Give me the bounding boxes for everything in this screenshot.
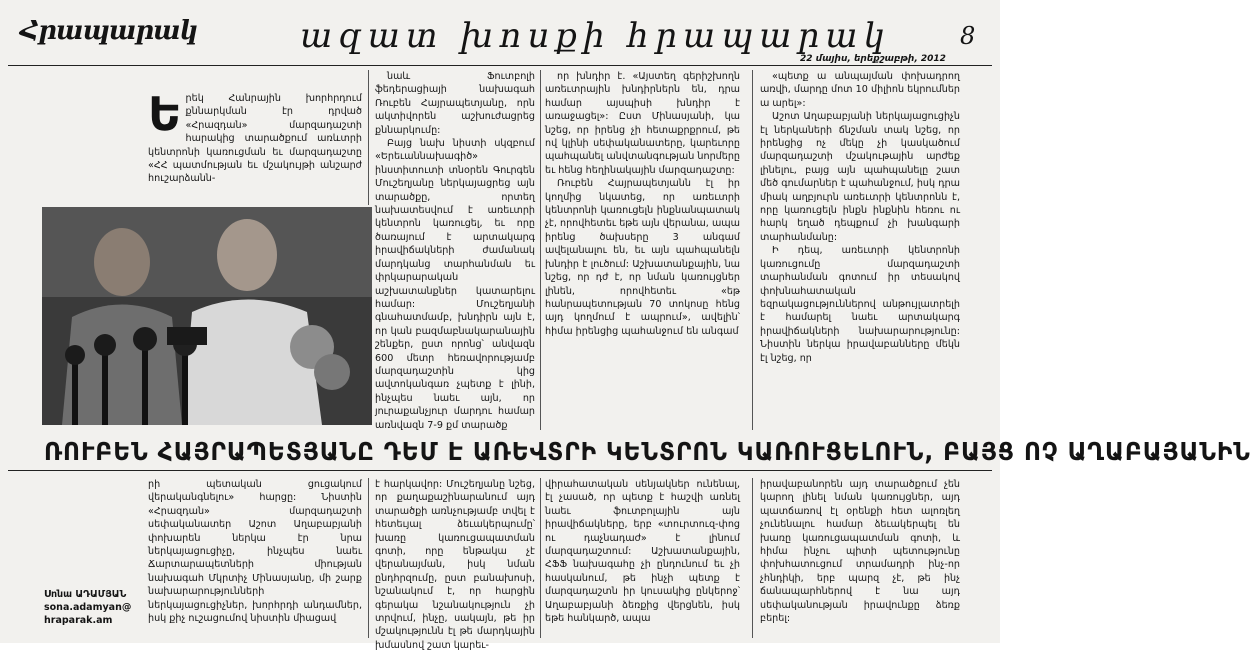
drop-cap: Ե bbox=[148, 87, 182, 141]
column-4-top bbox=[760, 70, 960, 430]
column-divider bbox=[752, 70, 753, 430]
column-1-top bbox=[148, 87, 362, 204]
issue-date: 22 մայիս, երեքշաբթի, 2012 bbox=[800, 54, 946, 64]
paragraph: Ի դեպ, առեւտրի կենտրոնի կառուցումը մարզադաշտի տարհանման գոտում իր տեսակով փոխնահատական եզրակացություններով անթույլատրելի է համարել նաեւ արտակարգ իրավիճակների նախարարությունը: Նիստին ներկա իրավաբանները մեկն էլ նշեց, որ bbox=[760, 245, 960, 364]
paragraph: Աշոտ Աղաբաբյանի ներկայացուցիչն էլ ներկաների ճնշման տակ նշեց, որ իրենցից ոչ մեկը չի կասկածում մարզադաշտի մշակութային արժեք լինելու, բայց այն պահպանելը շատ մեծ գումարներ է պահանջում, իսկ դրա միակ աղբյուրն առեւտրի կենտրոնն է, որը կառուցելն ինքն ինքնին հեռու ու հարկ եղած դեպքում չի խանգարի տարհանմանը: bbox=[760, 111, 960, 243]
article-text: վիրահատական սենյակներ ունենալ, էլ չասած, որ պետք է հաշվի առնել նաեւ ֆուտբոլային այն իրավիճակները, երբ «տուրտուզ-փոց ու դաչնադաժ» է լինում մարզադաշտում: Աշխատանքային, ՀՖՖ նախագահը չի ընդունում եւ չի հասկանում, թե ինչի պետք է մարզադաշտն իր կուսակից ընկերոջ՝ Աղաբաբյանի ձեռքից վերցնեն, իսկ եթե հանկարծ, ապա bbox=[545, 479, 740, 625]
column-2-top bbox=[375, 70, 535, 430]
column-1-bottom bbox=[148, 478, 362, 640]
article-text: է հարկավոր: Մուշեղյանը նշեց, որ քաղաքաշինարանում այդ տարածքի առնչությամբ տվել է հետեւյալ ձեւակերպումը՝ խառը կառուցապատման գոտի, որը ենթակա չէ վերանայման, իսկ նման ընդհրզումը, ըստ բանախոսի, նշանակում է, որ հարցին գերակա նշանակություն չի տրվում, ինչը, սակայն, թե իր մշակությունն էլ թե մարդկային խմասնով շատ կարեւ- bbox=[375, 479, 535, 651]
paragraph: նաև Ֆուտբոլի ֆեդերացիայի նախագահ Ռուբեն Հայրապետյանը, որն ակտիվորեն աշխուժացրեց քննարկումը: bbox=[375, 71, 535, 136]
article-photo bbox=[42, 207, 372, 425]
column-divider bbox=[540, 70, 541, 430]
masthead-rule bbox=[8, 65, 992, 66]
paragraph: Բայց նախ նիստի սկզբում «Երեւաննախագիծ» ինստիտուտի տնօրեն Գուրգեն Մուշեղյանը ներկայացրեց այն տարածքը, որտեղ նախատեսվում է առեւտրի կենտրոն կառուցել, եւ որը ծառայում է արտակարգ իրավիճակների ժամանակ մարդկանց տարհանման եւ փրկարարական աշխատանքներ կատարելու համար: Մուշեղյանի գնահատմամբ, խնդիրն այն է, որ կան բազմաբնակարանային շենքեր, ըստ որոնց՝ անվազն 600 մետր հեռավորությամբ մարզադաշտին կից ավտոկանգառ չպետք է լինի, ինչպես նաեւ այն, որ յուրաքանչյուր մարդու համար առնվազն 7-9 քմ տարածք bbox=[375, 138, 535, 431]
article-headline: ՌՈՒԲԵՆ ՀԱՅՐԱՊԵՏՅԱՆԸ ԴԵՄ Է ԱՌԵՎՏՐԻ ԿԵՆՏՐՈՆ ԿԱՌՈՒՑԵԼՈՒՆ, ԲԱՅՑ ՈՉ ԱՂԱԲԱՅԱՆԻՆ bbox=[44, 437, 1251, 466]
newspaper-logo: Հրապարակ bbox=[20, 16, 198, 46]
article-text: րեկ Հանրային խորհրդում քննարկման էր դրված «Հրազդան» մարզադաշտի հարակից տարածքում առևտրի կենտրոնի կառուցման եւ մարզադաշտը «ՀՀ պատմության եւ մշակույթի անշարժ հուշարձանն- bbox=[148, 93, 362, 185]
column-3-top bbox=[545, 70, 740, 430]
column-divider bbox=[540, 478, 541, 638]
column-divider bbox=[752, 478, 753, 638]
column-divider bbox=[368, 70, 369, 205]
column-2-bottom bbox=[375, 478, 535, 651]
section-title: ազատ խոսքի հրապարակ bbox=[300, 16, 891, 56]
photo-two-men-at-microphones-icon bbox=[42, 207, 372, 425]
author-name: Սոնա ԱԴԱՄՅԱՆ bbox=[44, 589, 127, 600]
author-site: hraparak.am bbox=[44, 615, 113, 626]
article-text: իրավաբանորեն այդ տարածքում չեն կարող լինել նման կառույցներ, այդ պատճառով էլ օրենքի հետ ալոռլեղ չունենալու համար ձեւակերպել են խառը կառուցապատման գոտի, և հիմա ինչու պիտի պետությունը փոխհատուցում տրամադրի ինչ-որ չհնդիկի, երբ պարզ չէ, թե ինչ ճանապարհներով է նա այդ սեփականության իրավունքը ձեռք բերել: bbox=[760, 479, 960, 625]
author-email: sona.adamyan@ bbox=[44, 602, 132, 613]
byline bbox=[44, 588, 154, 627]
paragraph: «պետք ա անպայման փոխադրող առվի, մարդը մոտ 10 միլիոն եկրումներ ա արել»: bbox=[760, 71, 960, 109]
headline-rule bbox=[8, 470, 992, 471]
column-3-bottom bbox=[545, 478, 740, 640]
page-number: 8 bbox=[960, 22, 976, 50]
column-divider bbox=[368, 478, 369, 638]
masthead bbox=[0, 0, 1000, 66]
paragraph: որ խնդիր է. «Այստեղ գերիշխողն առեւտրային խնդիրներն են, դրա համար այսպիսի խնդիր է առաջացել»: Ըստ Մինասյանի, կա նշեց, որ իրենց չի հետաքրքրում, թե ով կլինի սեփականատերը, կարեւորը պահպանել անվտանգության նորմերը եւ հենց հեղինակային մարզադաշտը: bbox=[545, 71, 740, 176]
article-text: րի պետական ցուցակում վերականգնելու» հարցը: Նիստին «Հրազդան» մարզադաշտի սեփականատեր Աշոտ Աղաբաբյանի փոխարեն ներկա էր նրա ներկայացուցիչը, ինչպես նաեւ Ճարտարապետների միության նախագահ Մկրտիչ Մինասյանը, մի շարք նախարարությունների ներկայացուցիչներ, խորհրդի անդամներ, իսկ քիչ ուշացումով նիստին միացավ bbox=[148, 479, 362, 625]
column-4-bottom bbox=[760, 478, 960, 640]
paragraph: Ռուբեն Հայրապետյանն էլ իր կողմից նկատեց, որ առեւտրի կենտրոնի կառուցելն ինքնանպատակ չէ, որովհետեւ եթե այն վերանա, ապա իրենց ծախսերը 3 անգամ ավելանալու են, եւ այն պահպանելն խնդիր է լուծում: Աշխատանքային, նա նշեց, որ դժ է, որ նման կառույցներ լինեն, որովհետեւ «եթ հանրապետության 70 տոկոսը հենց այդ կողմում է ապրում», ավելին՝ հիմա իրենցից պահանջում են անգամ bbox=[545, 178, 740, 337]
